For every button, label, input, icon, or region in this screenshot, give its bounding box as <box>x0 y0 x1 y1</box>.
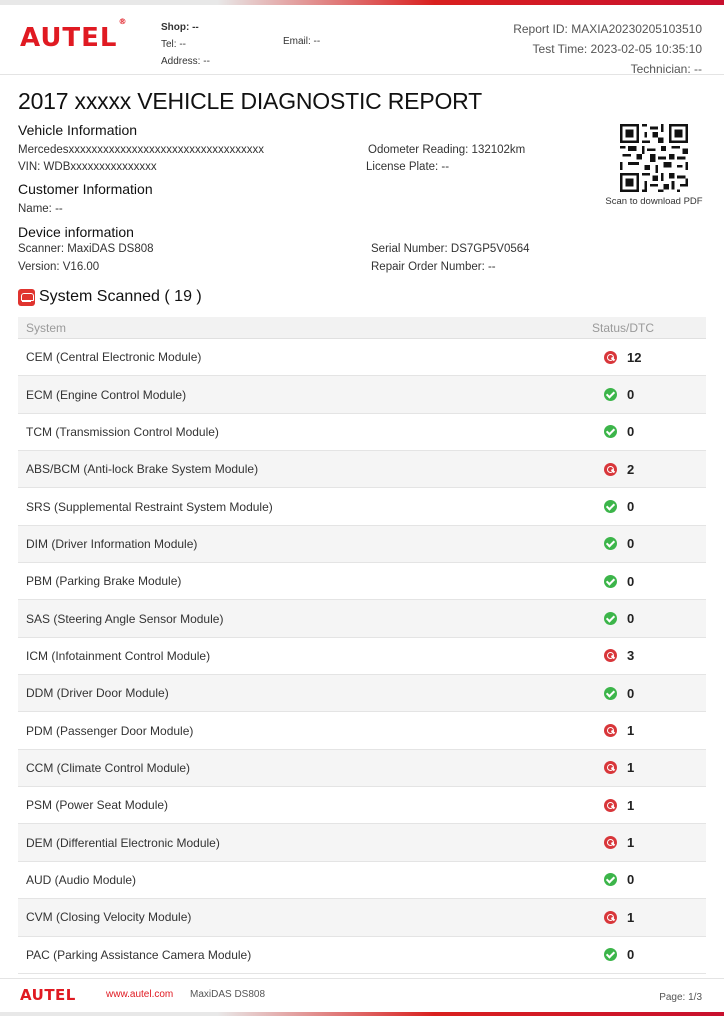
test-time: Test Time: 2023-02-05 10:35:10 <box>532 42 702 56</box>
footer-model: MaxiDAS DS808 <box>190 989 266 1000</box>
table-row[interactable] <box>18 376 706 413</box>
check-ok-icon <box>604 388 617 401</box>
report-title: 2017 xxxxx VEHICLE DIAGNOSTIC REPORT <box>18 88 482 114</box>
dtc-count: 1 <box>627 835 635 851</box>
system-name: CVM (Closing Velocity Module) <box>26 910 192 925</box>
footer-logo: AUTEL <box>20 986 76 1004</box>
wrench-error-icon <box>604 649 617 662</box>
system-name: SAS (Steering Angle Sensor Module) <box>26 611 224 626</box>
col-status-dtc: Status/DTC <box>591 320 654 335</box>
check-ok-icon <box>604 575 617 588</box>
system-name: DDM (Driver Door Module) <box>26 686 169 701</box>
device-info-heading: Device information <box>18 224 134 240</box>
table-row[interactable] <box>18 451 706 488</box>
system-name: ABS/BCM (Anti-lock Brake System Module) <box>26 462 259 477</box>
dtc-count: 0 <box>627 611 635 627</box>
status-dtc-cell <box>586 499 706 514</box>
technician: Technician: -- <box>630 62 702 76</box>
license-plate: License Plate: -- <box>366 161 450 173</box>
table-row[interactable] <box>18 937 706 974</box>
dtc-count: 0 <box>627 872 635 888</box>
system-name: DIM (Driver Information Module) <box>26 536 198 551</box>
status-dtc-cell <box>586 723 706 738</box>
check-ok-icon <box>604 948 617 961</box>
wrench-error-icon <box>604 761 617 774</box>
check-ok-icon <box>604 425 617 438</box>
table-row[interactable] <box>18 824 706 861</box>
status-dtc-cell <box>586 611 706 626</box>
status-dtc-cell <box>586 798 706 813</box>
software-version: Version: V16.00 <box>18 261 100 273</box>
table-row[interactable] <box>18 712 706 749</box>
status-dtc-cell <box>586 350 706 365</box>
dtc-count: 3 <box>627 648 635 664</box>
status-dtc-cell <box>586 648 706 663</box>
table-row[interactable] <box>18 414 706 451</box>
system-name: CEM (Central Electronic Module) <box>26 350 202 365</box>
tel-label: Tel: -- <box>161 39 186 50</box>
dtc-count: 0 <box>627 685 635 701</box>
footer-url-link[interactable]: www.autel.com <box>106 989 174 1000</box>
page-number: Page: 1/3 <box>659 992 702 1003</box>
autel-logo: AUTEL® <box>20 17 128 53</box>
status-dtc-cell <box>586 574 706 589</box>
table-row[interactable] <box>18 787 706 824</box>
report-id: Report ID: MAXIA20230205103510 <box>513 22 702 36</box>
status-dtc-cell <box>586 947 706 962</box>
status-dtc-cell <box>586 536 706 551</box>
dtc-count: 0 <box>627 424 635 440</box>
dtc-count: 12 <box>627 349 642 365</box>
repair-order-number: Repair Order Number: -- <box>371 261 496 273</box>
system-name: PBM (Parking Brake Module) <box>26 574 182 589</box>
check-ok-icon <box>604 612 617 625</box>
wrench-error-icon <box>604 463 617 476</box>
col-system: System <box>26 320 67 335</box>
check-ok-icon <box>604 873 617 886</box>
bottom-accent-bar <box>0 1012 724 1016</box>
table-body <box>18 339 706 974</box>
dtc-count: 0 <box>627 536 635 552</box>
status-dtc-cell <box>586 910 706 925</box>
systems-scanned-heading <box>18 288 202 306</box>
dtc-count: 1 <box>627 797 635 813</box>
system-name: TCM (Transmission Control Module) <box>26 424 219 439</box>
system-name: PSM (Power Seat Module) <box>26 798 169 813</box>
car-icon <box>18 289 35 306</box>
check-ok-icon <box>604 537 617 550</box>
systems-scanned-label: System Scanned ( 19 ) <box>39 288 202 305</box>
dtc-count: 1 <box>627 760 635 776</box>
dtc-count: 1 <box>627 909 635 925</box>
system-name: DEM (Differential Electronic Module) <box>26 835 220 850</box>
status-dtc-cell <box>586 387 706 402</box>
system-name: AUD (Audio Module) <box>26 872 137 887</box>
table-row[interactable] <box>18 526 706 563</box>
table-row[interactable] <box>18 899 706 936</box>
table-row[interactable] <box>18 563 706 600</box>
dtc-count: 0 <box>627 947 635 963</box>
serial-number: Serial Number: DS7GP5V0564 <box>371 243 530 255</box>
system-name: PDM (Passenger Door Module) <box>26 723 194 738</box>
report-info <box>513 19 702 79</box>
status-dtc-cell <box>586 686 706 701</box>
vehicle-vin: VIN: WDBxxxxxxxxxxxxxxx <box>18 161 157 173</box>
table-row[interactable] <box>18 638 706 675</box>
system-name: PAC (Parking Assistance Camera Module) <box>26 947 252 962</box>
address-label: Address: -- <box>161 56 210 67</box>
dtc-count: 0 <box>627 499 635 515</box>
wrench-error-icon <box>604 836 617 849</box>
email-label: Email: -- <box>283 36 321 47</box>
table-row[interactable] <box>18 862 706 899</box>
wrench-error-icon <box>604 724 617 737</box>
wrench-error-icon <box>604 911 617 924</box>
wrench-error-icon <box>604 799 617 812</box>
qr-code-icon[interactable] <box>620 124 688 192</box>
table-row[interactable] <box>18 339 706 376</box>
customer-name: Name: -- <box>18 203 63 215</box>
table-header <box>18 317 706 339</box>
systems-table <box>18 317 706 974</box>
status-dtc-cell <box>586 462 706 477</box>
vehicle-info-heading: Vehicle Information <box>18 122 138 138</box>
check-ok-icon <box>604 687 617 700</box>
status-dtc-cell <box>586 872 706 887</box>
qr-caption: Scan to download PDF <box>605 196 703 207</box>
dtc-count: 1 <box>627 723 635 739</box>
status-dtc-cell <box>586 760 706 775</box>
dtc-count: 0 <box>627 387 635 403</box>
shop-info <box>161 19 210 70</box>
shop-label: Shop: -- <box>161 22 199 33</box>
check-ok-icon <box>604 500 617 513</box>
table-row[interactable] <box>18 675 706 712</box>
scanner-model: Scanner: MaxiDAS DS808 <box>18 243 154 255</box>
wrench-error-icon <box>604 351 617 364</box>
dtc-count: 2 <box>627 461 635 477</box>
table-row[interactable] <box>18 488 706 525</box>
system-name: SRS (Supplemental Restraint System Module) <box>26 499 273 514</box>
system-name: CCM (Climate Control Module) <box>26 760 191 775</box>
status-dtc-cell <box>586 424 706 439</box>
table-row[interactable] <box>18 600 706 637</box>
odometer-reading: Odometer Reading: 132102km <box>368 144 526 156</box>
dtc-count: 0 <box>627 573 635 589</box>
table-row[interactable] <box>18 750 706 787</box>
system-name: ICM (Infotainment Control Module) <box>26 648 211 663</box>
report-header <box>0 5 724 75</box>
vehicle-make: Mercedesxxxxxxxxxxxxxxxxxxxxxxxxxxxxxxxxxx <box>18 144 264 156</box>
customer-info-heading: Customer Information <box>18 181 153 197</box>
system-name: ECM (Engine Control Module) <box>26 387 187 402</box>
status-dtc-cell <box>586 835 706 850</box>
